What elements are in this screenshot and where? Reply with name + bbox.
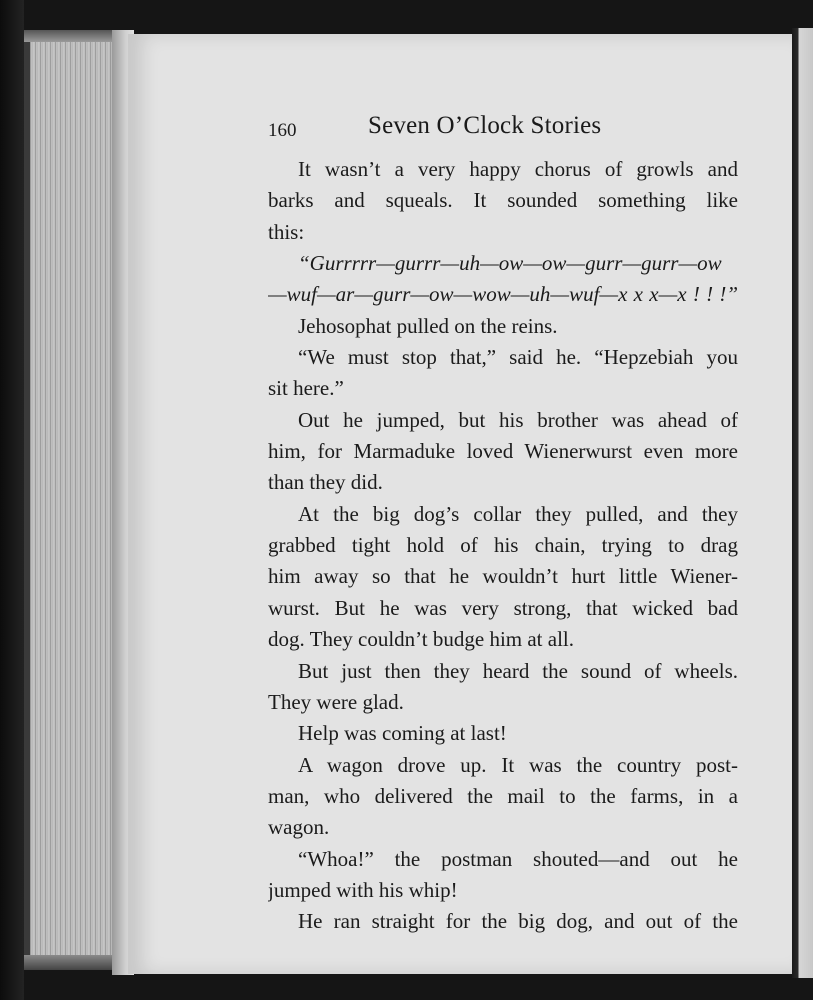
page-number: 160 — [268, 120, 297, 141]
text-line: than they did. — [268, 470, 383, 495]
text-line: But just then they heard the sound of wheels. — [298, 658, 738, 683]
body-text — [268, 154, 738, 938]
page-block-top-edge — [24, 30, 122, 42]
page-block-bottom-edge — [24, 955, 122, 970]
text-line: “Whoa!” the postman shouted—and out he — [298, 846, 738, 871]
running-title: Seven O’Clock Stories — [368, 112, 602, 139]
text-line: Out he jumped, but his brother was ahead of — [298, 407, 738, 432]
text-line: grabbed tight hold of his chain, trying to drag — [268, 533, 738, 558]
text-line: A wagon drove up. It was the country post- — [298, 752, 738, 777]
text-line: Help was coming at last! — [298, 721, 507, 746]
text-line: dog. They couldn’t budge him at all. — [268, 627, 575, 652]
text-line: They were glad. — [268, 689, 404, 714]
text-line: —wuf—ar—gurr—ow—wow—uh—wuf—x x x—x ! ! !” — [268, 282, 738, 307]
book-cover-edge — [0, 0, 24, 1000]
text-line: wurst. But he was very strong, that wicked bad — [268, 595, 738, 620]
text-line: jumped with his whip! — [268, 877, 458, 902]
text-line: It wasn’t a very happy chorus of growls and — [298, 157, 738, 181]
text-line: “Gurrrrr—gurrr—uh—ow—ow—gurr—gurr—ow — [298, 251, 722, 276]
text-line: man, who delivered the mail to the farms, in a — [268, 783, 738, 808]
facing-page-edge — [792, 28, 813, 978]
text-line: him away so that he wouldn’t hurt little Wiener- — [268, 564, 738, 589]
text-line: Jehosophat pulled on the reins. — [298, 313, 558, 338]
text-line: wagon. — [268, 815, 330, 840]
running-head — [268, 112, 738, 146]
text-line: barks and squeals. It sounded something like — [268, 188, 738, 213]
stacked-page-edges — [24, 30, 122, 970]
text-line: At the big dog’s collar they pulled, and they — [298, 501, 738, 526]
text-line: He ran straight for the big dog, and out of the — [298, 909, 738, 934]
text-line: him, for Marmaduke loved Wienerwurst even more — [268, 439, 738, 464]
text-line: sit here.” — [268, 376, 344, 401]
text-line: this: — [268, 219, 305, 244]
text-line: “We must stop that,” said he. “Hepzebiah you — [298, 345, 738, 370]
